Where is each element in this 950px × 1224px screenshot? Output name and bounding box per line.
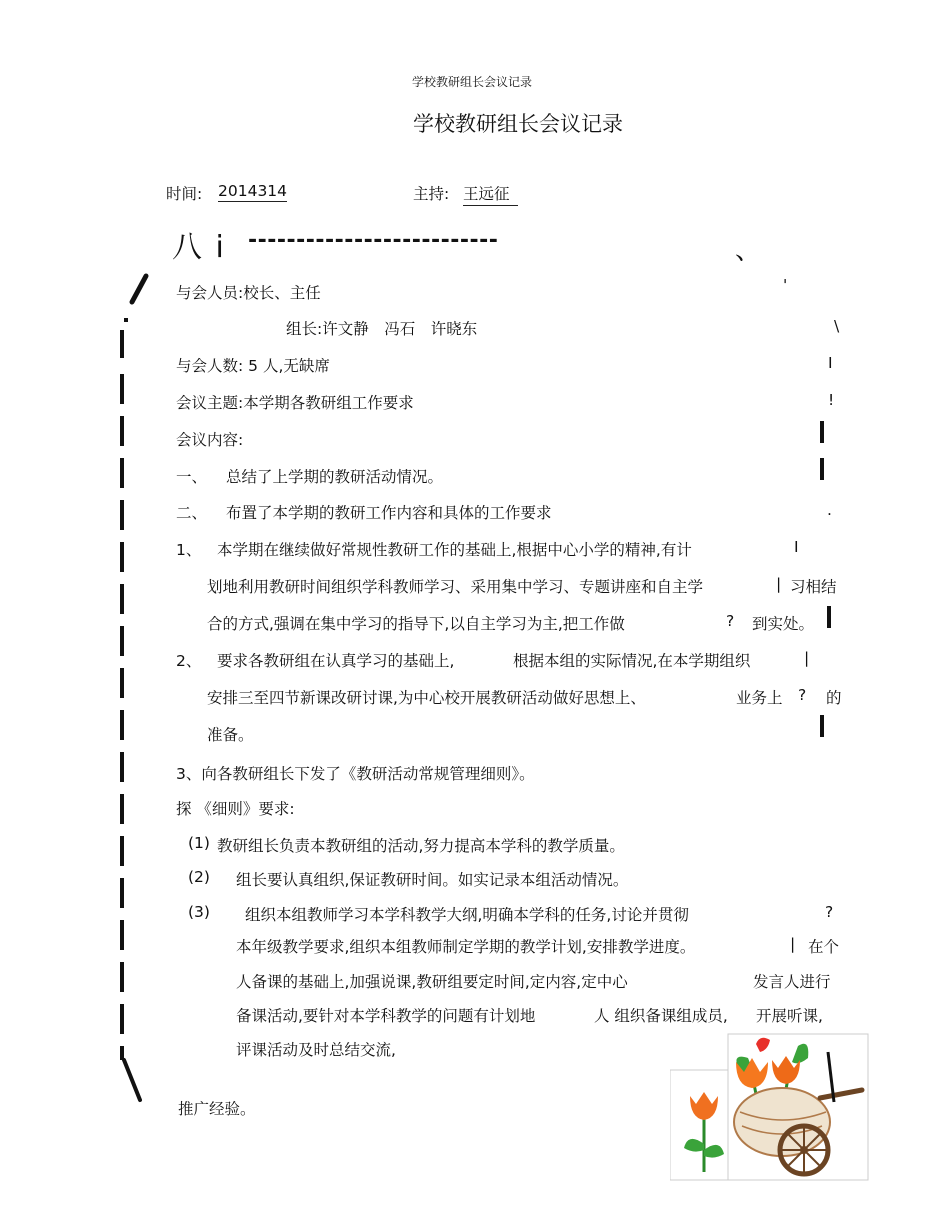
sub2-line2b: 业务上 xyxy=(736,689,783,707)
margin-mark: ' xyxy=(783,276,788,294)
sub1-line3-mark: ? xyxy=(726,612,735,630)
margin-mark: | xyxy=(790,935,796,953)
rule1-number: (1) xyxy=(188,834,210,852)
item-two-text: 布置了本学期的教研工作内容和具体的工作要求 xyxy=(226,504,552,522)
rule3-line4: 备课活动,要针对本学科教学的问题有计划地 xyxy=(236,1007,536,1025)
host-value: 王远征 xyxy=(463,182,518,206)
content-label: 会议内容: xyxy=(176,431,244,449)
rule3-line1-mark: ? xyxy=(825,903,834,921)
sub2-number: 2、 xyxy=(176,652,202,670)
margin-mark: ! xyxy=(828,391,835,409)
sub1-line2-end: 习相结 xyxy=(790,578,837,596)
sub1-line1: 本学期在继续做好常规性教研工作的基础上,根据中心小学的精神,有计 xyxy=(217,541,692,559)
item-two-number: 二、 xyxy=(176,504,208,522)
attendees-line1: 与会人员:校长、主任 xyxy=(176,284,321,302)
margin-bar xyxy=(820,458,824,480)
sub1-number: 1、 xyxy=(176,541,202,559)
host-label: 主持: xyxy=(413,185,450,203)
attendees-line2: 组长:许文静 冯石 许晓东 xyxy=(286,320,478,338)
margin-bar xyxy=(820,421,824,443)
attendee-count: 与会人数: 5 人,无缺席 xyxy=(176,357,330,375)
rule2-number: (2) xyxy=(188,868,210,886)
rule3-line1: 组织本组教师学习本学科教学大纲,明确本学科的任务,讨论并贯彻 xyxy=(245,906,689,924)
rule3-line2: 本年级教学要求,组织本组教师制定学期的教学计划,安排教学进度。 xyxy=(236,938,696,956)
margin-mark: I xyxy=(828,354,833,372)
running-header: 学校教研组长会议记录 xyxy=(412,75,533,89)
margin-mark: I xyxy=(794,538,799,556)
artifact-dashes: -------------------------- xyxy=(248,228,499,253)
item-one-text: 总结了上学期的教研活动情况。 xyxy=(226,468,444,486)
sub1-line3: 合的方式,强调在集中学习的指导下,以自主学习为主,把工作做 xyxy=(207,615,625,633)
flower-cart-illustration xyxy=(670,1032,870,1182)
rule3-line2-end: 在个 xyxy=(808,938,840,956)
margin-bar xyxy=(820,715,824,737)
margin-mark: \ xyxy=(834,317,840,335)
page-title: 学校教研组长会议记录 xyxy=(413,112,623,136)
meeting-theme: 会议主题:本学期各教研组工作要求 xyxy=(176,394,414,412)
sub3-text: 3、向各教研组长下发了《教研活动常规管理细则》。 xyxy=(176,765,535,783)
rule3-line3: 人备课的基础上,加强说课,教研组要定时间,定内容,定中心 xyxy=(236,973,628,991)
rule1-text: 教研组长负责本教研组的活动,努力提高本学科的教学质量。 xyxy=(217,837,625,855)
margin-mark: | xyxy=(776,575,782,593)
sub1-line2: 划地利用教研时间组织学科教师学习、采用集中学习、专题讲座和自主学 xyxy=(207,578,704,596)
rule3-line3-end: 发言人进行 xyxy=(753,973,831,991)
rule3-number: (3) xyxy=(188,903,210,921)
sub1-line3-end: 到实处。 xyxy=(752,615,815,633)
sub2-line2-mark: ? xyxy=(798,686,807,704)
time-value: 2014314 xyxy=(218,182,288,200)
artifact-glyphs: 八 i xyxy=(172,230,226,265)
margin-mark: . xyxy=(827,501,832,519)
item-one-number: 一、 xyxy=(176,468,208,486)
sub2-line3: 准备。 xyxy=(207,726,254,744)
sub2-line2-end: 的 xyxy=(826,689,842,707)
footer-text: 推广经验。 xyxy=(178,1100,256,1118)
time-label: 时间: xyxy=(166,185,203,203)
artifact-comma: 、 xyxy=(735,236,762,266)
rule3-line5: 评课活动及时总结交流, xyxy=(236,1041,396,1059)
rule3-line4-mid: 人 组织备课组成员, xyxy=(594,1007,728,1025)
margin-mark: | xyxy=(804,649,810,667)
margin-bar xyxy=(827,606,831,628)
sub2-line1b: 根据本组的实际情况,在本学期组织 xyxy=(513,652,751,670)
rules-label: 探 《细则》要求: xyxy=(176,800,295,818)
left-margin-bracket xyxy=(110,270,160,1110)
rule2-text: 组长要认真组织,保证教研时间。如实记录本组活动情况。 xyxy=(236,871,629,889)
sub2-line1a: 要求各教研组在认真学习的基础上, xyxy=(217,652,455,670)
rule3-line4-end: 开展听课, xyxy=(756,1007,823,1025)
sub2-line2a: 安排三至四节新课改研讨课,为中心校开展教研活动做好思想上、 xyxy=(207,689,646,707)
